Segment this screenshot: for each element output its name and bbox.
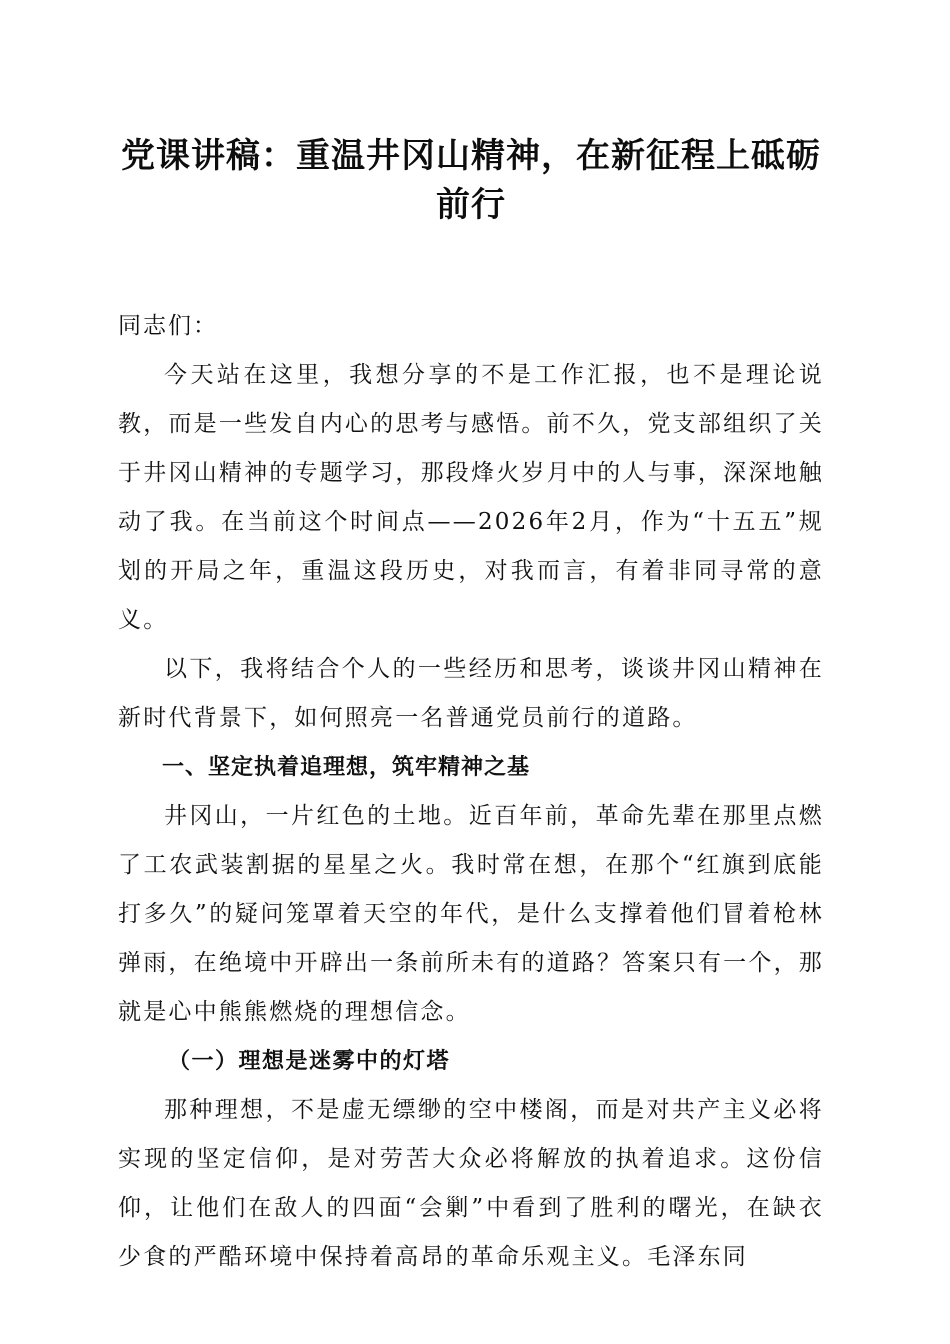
paragraph-subsection-1: 那种理想，不是虚无缥缈的空中楼阁，而是对共产主义必将实现的坚定信仰，是对劳苦大众必将解放的执着追求。这份信仰，让他们在敌人的四面“会剿”中看到了胜利的曙光，在缺衣少食的严酷环境中保持着高昂的革命乐观主义。毛泽东同 <box>118 1097 824 1270</box>
subsection-heading-1: （一）理想是迷雾中的灯塔 <box>168 1048 451 1074</box>
paragraph-outline: 以下，我将结合个人的一些经历和思考，谈谈井冈山精神在新时代背景下，如何照亮一名普通党员前行的道路。 <box>118 656 824 731</box>
salutation: 同志们： <box>118 313 218 339</box>
paragraph-section-1: 井冈山，一片红色的土地。近百年前，革命先辈在那里点燃了工农武装割据的星星之火。我时常在想，在那个“红旗到底能打多久”的疑问笼罩着天空的年代，是什么支撑着他们冒着枪林弹雨，在绝境中开辟出一条前所未有的道路？答案只有一个，那就是心中熊熊燃烧的理想信念。 <box>118 803 824 1025</box>
paragraph-intro: 今天站在这里，我想分享的不是工作汇报，也不是理论说教，而是一些发自内心的思考与感悟。前不久，党支部组织了关于井冈山精神的专题学习，那段烽火岁月中的人与事，深深地触动了我。在当前这个时间点——2026年2月，作为“十五五”规划的开局之年，重温这段历史，对我而言，有着非同寻常的意义。 <box>118 362 824 633</box>
document-page <box>118 132 824 1282</box>
section-heading-1: 一、坚定执着追理想，筑牢精神之基 <box>162 755 531 780</box>
document-title: 党课讲稿：重温井冈山精神，在新征程上砥砺前行 <box>121 136 821 225</box>
